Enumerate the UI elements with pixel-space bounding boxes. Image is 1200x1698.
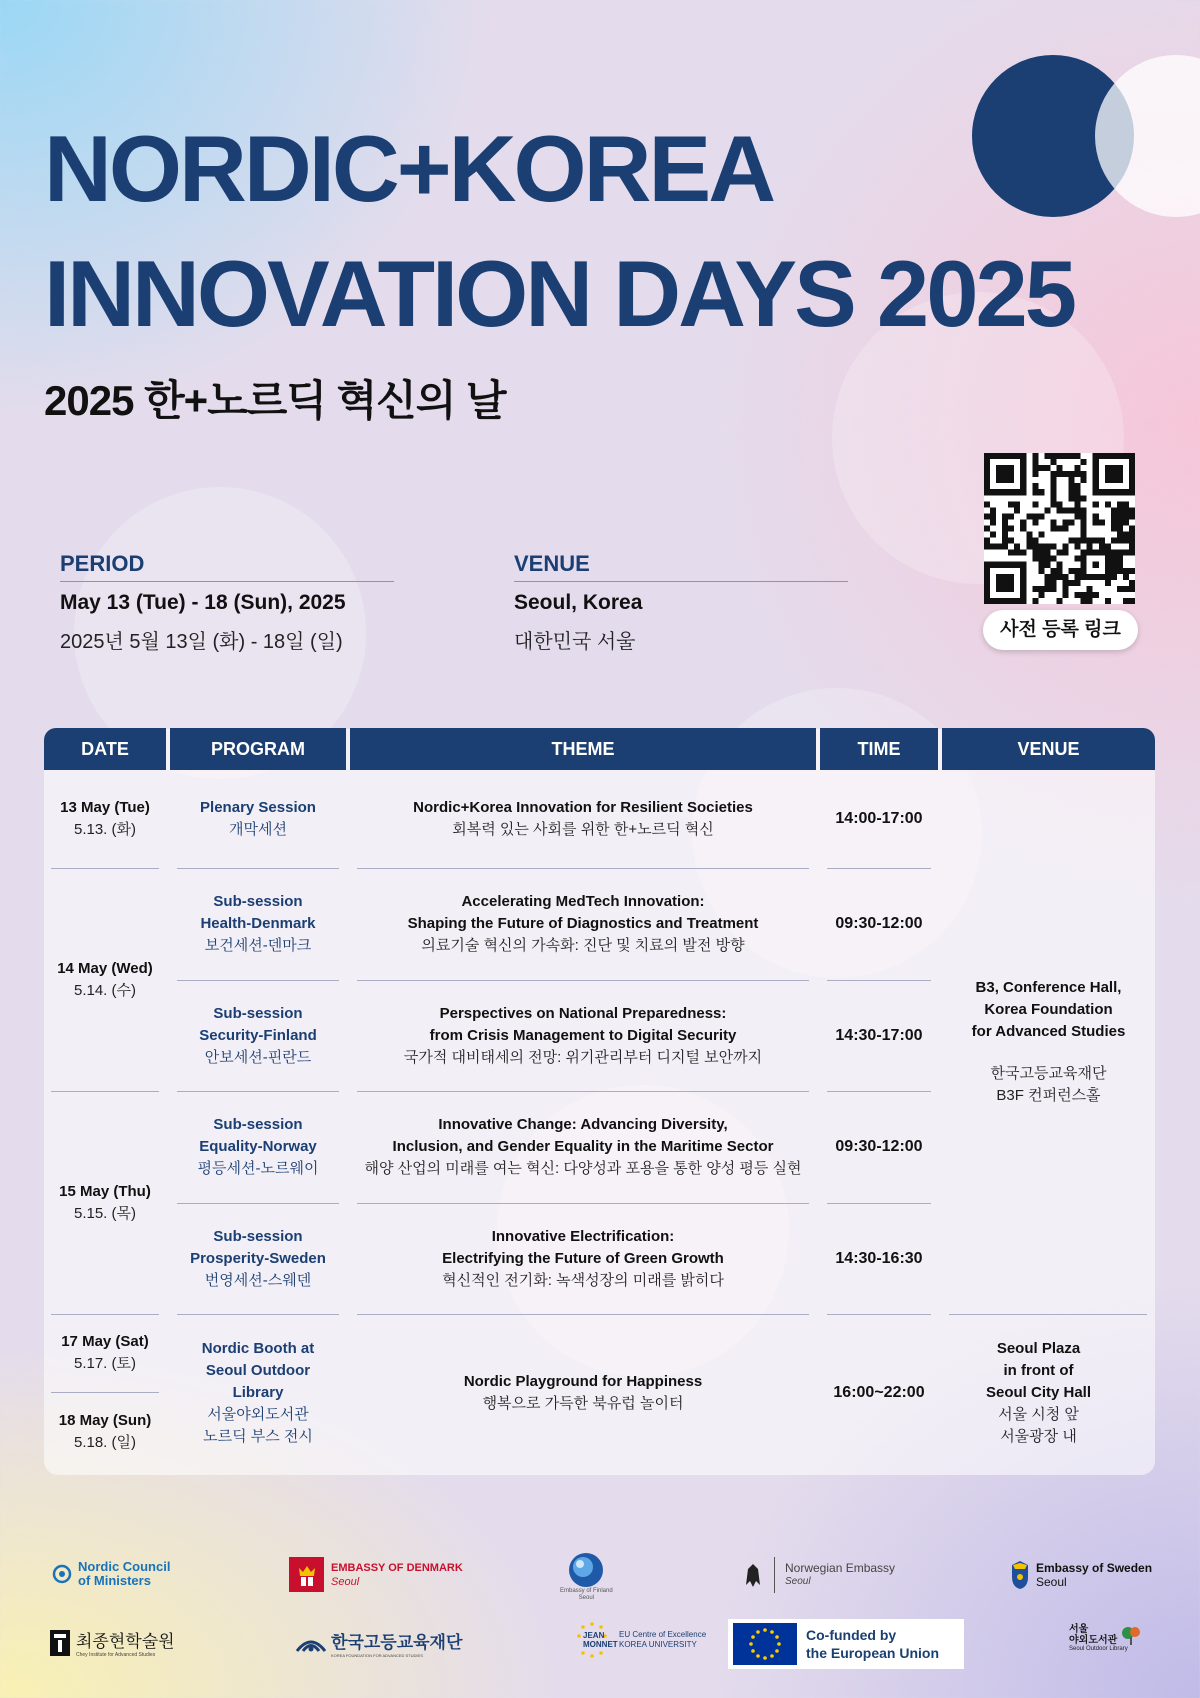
- program-cell: Sub-session Security-Finland 안보세션-핀란드: [199, 1004, 317, 1066]
- date-cell: 15 May (Thu) 5.15. (목): [59, 1182, 151, 1222]
- logo-seoul-outdoor-library: 서울 야외도서관 Seoul Outdoor Library: [1069, 1624, 1142, 1652]
- logo-embassy-sweden: Embassy of Sweden Seoul: [1009, 1559, 1152, 1591]
- norway-lion-icon: [742, 1561, 764, 1589]
- theme-cell: Nordic Playground for Happiness 행복으로 가득한 북유럽 놀이터: [463, 1373, 703, 1412]
- program-cell: Plenary Session 개막세션: [200, 799, 316, 838]
- time-cell: 14:30-16:30: [835, 1249, 923, 1267]
- logo-eu-cofunded: Co-funded by the European Union: [728, 1619, 964, 1669]
- period-divider: [60, 581, 394, 582]
- logo-nordic-council: Nordic Council of Ministers: [52, 1560, 170, 1588]
- theme-cell: Innovative Electrification: Electrifying the Future of Green Growth 혁신적인 전기화: 녹색성장의 미래를 밝히다: [442, 1227, 724, 1289]
- logo-embassy-denmark: EMBASSY OF DENMARK Seoul: [289, 1557, 463, 1592]
- page-title-line2: INNOVATION DAYS 2025: [44, 241, 1075, 346]
- header-program: PROGRAM: [170, 728, 346, 770]
- date-cell: 17 May (Sat) 5.17. (토): [61, 1333, 149, 1372]
- swan-icon: [52, 1564, 72, 1584]
- theme-cell: Nordic+Korea Innovation for Resilient Societies 회복력 있는 사회를 위한 한+노르딕 혁신: [413, 799, 753, 838]
- period-label: PERIOD: [60, 551, 145, 576]
- registration-link-button[interactable]: 사전 등록 링크: [983, 610, 1138, 650]
- logo-kfas: 한국고등교육재단 KOREA FOUNDATION FOR ADVANCED STUDIES: [295, 1628, 462, 1658]
- header-venue: VENUE: [942, 728, 1155, 770]
- time-cell: 09:30-12:00: [835, 1138, 923, 1155]
- time-cell: 14:30-17:00: [835, 1026, 923, 1044]
- period-main: May 13 (Tue) - 18 (Sun), 2025: [60, 591, 346, 614]
- qr-code[interactable]: [984, 453, 1135, 604]
- logo-embassy-finland: Embassy of Finland Seoul: [560, 1552, 613, 1602]
- theme-cell: Perspectives on National Preparedness: from Crisis Management to Digital Security 국가적 대비태세의 전망: 위기관리부터 디지털 보안까지: [403, 1004, 763, 1066]
- time-cell: 16:00~22:00: [833, 1384, 925, 1401]
- logo-chey-institute: 최종현학술원 Chey Institute for Advanced Studies: [50, 1627, 175, 1658]
- time-cell: 09:30-12:00: [835, 915, 923, 932]
- program-cell: Sub-session Prosperity-Sweden 번영세션-스웨덴: [190, 1227, 326, 1289]
- date-cell: 13 May (Tue) 5.13. (화): [60, 799, 150, 838]
- venue-sub: 대한민국 서울: [514, 631, 636, 653]
- venue-divider: [514, 581, 848, 582]
- program-cell: Sub-session Health-Denmark 보건세션-덴마크: [200, 893, 316, 954]
- sweden-crest-icon: [1009, 1559, 1031, 1591]
- theme-cell: Accelerating MedTech Innovation: Shaping the Future of Diagnostics and Treatment 의료기술 혁신의 가속화: 진단 및 치료의 발전 방향: [407, 893, 759, 954]
- venue-main: Seoul, Korea: [514, 591, 643, 614]
- chey-mark-icon: [50, 1630, 70, 1656]
- page-title-line1: NORDIC+KOREA: [44, 116, 774, 221]
- venue-label: VENUE: [514, 551, 590, 576]
- eu-flag-icon: [733, 1623, 797, 1665]
- venue-cell-conference: B3, Conference Hall, Korea Foundation for Advanced Studies 한국고등교육재단 B3F 컨퍼런스홀: [971, 979, 1126, 1104]
- header-time: TIME: [820, 728, 938, 770]
- header-date: DATE: [44, 728, 166, 770]
- library-tree-icon: [1120, 1624, 1142, 1646]
- venue-cell-plaza: Seoul Plaza in front of Seoul City Hall 서울 시청 앞 서울광장 내: [985, 1340, 1092, 1445]
- logo-jean-monnet: JEAN MONNET EU Centre of Excellence KOREA UNIVERSITY: [577, 1621, 706, 1659]
- finland-globe-icon: [567, 1552, 605, 1588]
- date-cell: 18 May (Sun) 5.18. (일): [58, 1412, 152, 1451]
- logo-norwegian-embassy: Norwegian Embassy Seoul: [742, 1557, 895, 1593]
- crown-icon: [289, 1557, 324, 1592]
- time-cell: 14:00-17:00: [835, 810, 923, 827]
- header-theme: THEME: [350, 728, 816, 770]
- date-cell: 14 May (Wed) 5.14. (수): [57, 959, 153, 999]
- kfas-mark-icon: [295, 1631, 327, 1655]
- program-cell: Nordic Booth at Seoul Outdoor Library 서울야외도서관 노르딕 부스 전시: [201, 1340, 315, 1445]
- period-sub: 2025년 5월 13일 (화) - 18일 (일): [60, 631, 343, 653]
- page-subtitle: 2025 한+노르딕 혁신의 날: [44, 377, 506, 424]
- program-cell: Sub-session Equality-Norway 평등세션-노르웨이: [197, 1116, 319, 1177]
- theme-cell: Innovative Change: Advancing Diversity, Inclusion, and Gender Equality in the Maritime Sector 해양 산업의 미래를 여는 혁신: 다양성과 포용을 통한 양성 평등 실현: [364, 1116, 802, 1177]
